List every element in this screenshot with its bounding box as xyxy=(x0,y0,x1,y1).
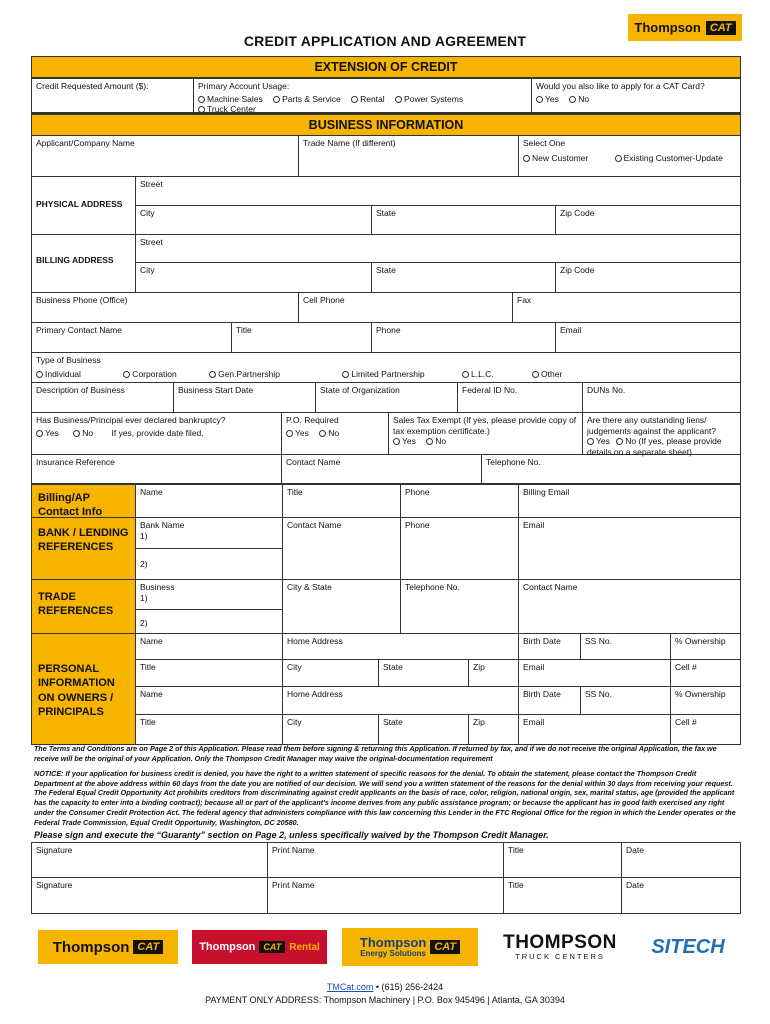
owner1-cell-field[interactable] xyxy=(671,660,740,687)
bank-name-1-field[interactable] xyxy=(136,518,283,549)
insurance-ref-field[interactable] xyxy=(32,455,282,484)
duns-field[interactable] xyxy=(583,383,740,413)
owner1-state-field[interactable] xyxy=(379,660,469,687)
title-label: Title xyxy=(140,662,156,672)
date-1-field[interactable] xyxy=(622,843,740,878)
tax-yes[interactable] xyxy=(393,436,416,447)
radio-icon xyxy=(123,371,130,378)
zip-label: Zip Code xyxy=(560,265,595,275)
opt-label: No (If yes, please provide details on a separate sheet) xyxy=(587,436,722,457)
cat-logo: CAT xyxy=(133,940,163,954)
city-label: City xyxy=(287,717,302,727)
type-of-business-label: Type of Business xyxy=(36,355,101,365)
cat-logo: CAT xyxy=(430,940,460,954)
logo-text: Rental xyxy=(289,941,320,953)
owner2-cell-field[interactable] xyxy=(671,715,740,744)
new-customer-radio[interactable] xyxy=(523,153,588,164)
ss-label: SS No. xyxy=(585,689,612,699)
date-label: Date xyxy=(626,845,644,855)
opt-label: Truck Center xyxy=(207,104,256,115)
contact-name-label: Contact Name xyxy=(286,457,341,467)
type-of-business-field xyxy=(32,353,740,383)
logo-text: TRUCK CENTERS xyxy=(515,952,605,961)
primary-contact-label: Primary Contact Name xyxy=(36,325,122,335)
logo-text: THOMPSON xyxy=(503,932,617,953)
opt-label: Yes xyxy=(45,427,59,438)
cat-card-field xyxy=(532,79,740,113)
radio-icon xyxy=(36,371,43,378)
title-label: Title xyxy=(236,325,252,335)
logo-text: Thompson xyxy=(199,941,256,953)
physical-state-field[interactable] xyxy=(372,206,556,235)
existing-customer-radio[interactable] xyxy=(615,153,723,164)
federal-id-label: Federal ID No. xyxy=(462,385,518,395)
opt-label: Existing Customer-Update xyxy=(623,152,723,163)
home-address-label: Home Address xyxy=(287,636,343,646)
owner2-title-field[interactable] xyxy=(136,715,283,744)
name-label: Name xyxy=(140,689,163,699)
cat-logo: CAT xyxy=(706,21,736,35)
print-name-label: Print Name xyxy=(272,880,315,890)
bank-label: BANK / LENDING REFERENCES xyxy=(32,518,136,580)
start-date-label: Business Start Date xyxy=(178,385,254,395)
radio-icon xyxy=(615,155,622,162)
usage-parts-service[interactable] xyxy=(273,94,341,105)
ref-number: 1) xyxy=(140,530,148,541)
state-org-field[interactable] xyxy=(316,383,458,413)
bank-email-field[interactable] xyxy=(519,518,740,580)
billing-ap-title-field[interactable] xyxy=(283,485,401,518)
physical-city-field[interactable] xyxy=(136,206,372,235)
opt-label: Yes xyxy=(545,93,559,104)
bankruptcy-date-label: If yes, provide date filed. xyxy=(111,427,204,438)
signature-1-field[interactable] xyxy=(32,843,268,878)
cat-logo: CAT xyxy=(259,941,285,953)
opt-label: Yes xyxy=(295,427,309,438)
radio-icon xyxy=(569,96,576,103)
terms-text: The Terms and Conditions are on Page 2 of this Application. Please read them before signing & returning this Application. If returned by fax, and if we do not receive the original Application, the fax we receive will be the original of your Application. Only the Thompson Credit Manager may waive the original-documentation requirement xyxy=(34,744,717,763)
telephone-label: Telephone No. xyxy=(405,582,460,592)
home-address-label: Home Address xyxy=(287,689,343,699)
physical-street-field[interactable] xyxy=(136,177,740,206)
liens-yes[interactable] xyxy=(587,436,610,447)
insurance-phone-field[interactable] xyxy=(482,455,740,484)
bankruptcy-no[interactable] xyxy=(73,428,93,439)
phone-label: Phone xyxy=(376,325,401,335)
signature-label: Signature xyxy=(36,845,73,855)
references-section xyxy=(31,485,741,745)
email-label: Email xyxy=(523,717,545,727)
po-no[interactable] xyxy=(319,428,339,439)
radio-icon xyxy=(273,96,280,103)
email-label: Email xyxy=(523,662,545,672)
owner2-city-field[interactable] xyxy=(283,715,379,744)
bank-name-label: Bank Name xyxy=(140,520,185,530)
type-limited-partnership[interactable] xyxy=(342,369,424,380)
name-label: Name xyxy=(140,636,163,646)
title-label: Title xyxy=(287,487,303,497)
owner1-title-field[interactable] xyxy=(136,660,283,687)
opt-label: No xyxy=(82,427,94,438)
owner2-zip-field[interactable] xyxy=(469,715,519,744)
opt-label: Power Systems xyxy=(404,93,464,104)
radio-icon xyxy=(532,371,539,378)
opt-label: Yes xyxy=(402,436,416,447)
telephone-label: Telephone No. xyxy=(486,457,541,467)
birth-date-label: Birth Date xyxy=(523,636,561,646)
name-label: Name xyxy=(140,487,163,497)
radio-icon xyxy=(36,430,43,437)
owner1-birth-field[interactable] xyxy=(519,634,581,660)
fax-label: Fax xyxy=(517,295,532,305)
radio-icon xyxy=(393,438,400,445)
state-label: State xyxy=(383,717,403,727)
guaranty-note: Please sign and execute the “Guaranty” section on Page 2, unless specifically waived by the Thompson Credit Manager. xyxy=(34,830,549,840)
radio-icon xyxy=(73,430,80,437)
logo-text: Thompson xyxy=(634,20,701,35)
signature-2-field[interactable] xyxy=(32,878,268,913)
credit-requested-label: Credit Requested Amount ($): xyxy=(36,81,149,91)
print-name-label: Print Name xyxy=(272,845,315,855)
bankruptcy-yes[interactable] xyxy=(36,428,59,439)
notice-text: NOTICE: If your application for business credit is denied, you have the right to a written statement of specific reasons for the denial. To obtain the statement, please contact the Thompson Credit Department at the above address within 60 days from the date you are notified of our decision. We will send you a written statement of the reasons for the denial within 30 days from receiving your request. The Federal Equal Credit Opportunity Act prohibits creditors from discriminating against credit applicants on the basis of race, color, religion, national origin, sex, marital status, age (provided the applicant has the capacity to enter into a binding contract); because all or part of the applicant's income derives from any public assistance program; or because the applicant has in good faith exercised any right under the Consumer Credit Protection Act. The federal agency that administers compliance with this law concerning this Lender in the FTC Regional Office for the region in which the Lender operates or the Federal Trade Commission, Equal Credit Opportunity, Washington, DC 20580. xyxy=(34,769,736,827)
ownership-label: % Ownership xyxy=(675,636,726,646)
billing-ap-phone-field[interactable] xyxy=(401,485,519,518)
logo-text: SITECH xyxy=(651,935,725,958)
billing-email-label: Billing Email xyxy=(523,487,570,497)
opt-label: Rental xyxy=(360,93,385,104)
type-corporation[interactable] xyxy=(123,369,176,380)
logo-text: Energy Solutions xyxy=(360,948,426,958)
website-link[interactable]: TMCat.com xyxy=(326,982,374,992)
owner1-zip-field[interactable] xyxy=(469,660,519,687)
cat-card-yes[interactable] xyxy=(536,94,559,105)
bank-contact-field[interactable] xyxy=(283,518,401,580)
email-label: Email xyxy=(523,520,545,530)
radio-icon xyxy=(342,371,349,378)
street-label: Street xyxy=(140,237,163,247)
radio-icon xyxy=(198,106,205,113)
contact-email-field[interactable] xyxy=(556,323,740,353)
city-label: City xyxy=(140,265,155,275)
phone-label: Phone xyxy=(405,487,430,497)
radio-icon xyxy=(462,371,469,378)
owner2-ownership-field[interactable] xyxy=(671,687,740,715)
credit-requested-field[interactable] xyxy=(32,79,194,113)
owner2-birth-field[interactable] xyxy=(519,687,581,715)
bank-phone-field[interactable] xyxy=(401,518,519,580)
contact-phone-field[interactable] xyxy=(372,323,556,353)
billing-state-field[interactable] xyxy=(372,263,556,293)
city-label: City xyxy=(287,662,302,672)
fax-field[interactable] xyxy=(513,293,740,323)
logo-text: Thompson xyxy=(359,934,427,950)
type-gen-partnership[interactable] xyxy=(209,369,280,380)
print-name-1-field[interactable] xyxy=(268,843,504,878)
city-label: City xyxy=(140,208,155,218)
bankruptcy-field xyxy=(32,413,282,455)
physical-address-label: PHYSICAL ADDRESS xyxy=(32,177,136,235)
billing-ap-label: Billing/AP Contact Info xyxy=(32,485,136,518)
business-phone-label: Business Phone (Office) xyxy=(36,295,128,305)
radio-icon xyxy=(198,96,205,103)
contact-name-label: Contact Name xyxy=(287,520,342,530)
sitech-logo xyxy=(642,930,734,964)
opt-label: No xyxy=(328,427,340,438)
opt-label: Individual xyxy=(45,368,81,379)
contact-title-field[interactable] xyxy=(232,323,372,353)
primary-contact-field[interactable] xyxy=(32,323,232,353)
trade-city-state-field[interactable] xyxy=(283,580,401,634)
owner2-name-field[interactable] xyxy=(136,687,283,715)
title-2-field[interactable] xyxy=(504,878,622,913)
select-one-label: Select One xyxy=(523,138,566,148)
applicant-label: Applicant/Company Name xyxy=(36,138,135,148)
owner1-email-field[interactable] xyxy=(519,660,671,687)
logo-text: Thompson xyxy=(52,938,130,956)
cell-phone-label: Cell Phone xyxy=(303,295,345,305)
state-org-label: State of Organization xyxy=(320,385,400,395)
opt-label: Parts & Service xyxy=(282,93,341,104)
footer-phone: • (615) 256-2424 xyxy=(373,982,444,992)
extension-header: EXTENSION OF CREDIT xyxy=(31,56,741,78)
contact-name-label: Contact Name xyxy=(523,582,578,592)
opt-label: Limited Partnership xyxy=(351,368,425,379)
city-state-label: City & State xyxy=(287,582,332,592)
trade-name-field[interactable] xyxy=(299,136,519,177)
thompson-cat-logo xyxy=(628,14,742,41)
bank-name-2-field[interactable] xyxy=(136,549,283,580)
phone-label: Phone xyxy=(405,520,430,530)
business-section xyxy=(31,136,741,485)
page-title: CREDIT APPLICATION AND AGREEMENT xyxy=(243,33,527,49)
applicant-name-field[interactable] xyxy=(32,136,299,177)
radio-icon xyxy=(523,155,530,162)
thompson-cat-logo xyxy=(38,930,178,964)
radio-icon xyxy=(587,438,594,445)
thompson-truck-centers-logo xyxy=(490,930,630,964)
opt-label: Corporation xyxy=(132,368,177,379)
date-label: Date xyxy=(626,880,644,890)
footer-contact xyxy=(0,982,770,992)
physical-zip-field[interactable] xyxy=(556,206,740,235)
state-label: State xyxy=(376,265,396,275)
radio-icon xyxy=(616,438,623,445)
opt-label: Gen.Partnership xyxy=(218,368,280,379)
description-field[interactable] xyxy=(32,383,174,413)
trade-business-2-field[interactable] xyxy=(136,610,283,634)
usage-machine-sales[interactable] xyxy=(198,94,263,105)
usage-label: Primary Account Usage: xyxy=(198,81,290,91)
billing-zip-field[interactable] xyxy=(556,263,740,293)
ref-number: 2) xyxy=(140,559,148,569)
title-label: Title xyxy=(508,880,524,890)
type-individual[interactable] xyxy=(36,369,81,380)
owner1-name-field[interactable] xyxy=(136,634,283,660)
opt-label: Machine Sales xyxy=(207,93,263,104)
sales-tax-label: Sales Tax Exempt (If yes, please provide copy of tax exemption certificate.) xyxy=(393,415,577,436)
trade-telephone-field[interactable] xyxy=(401,580,519,634)
usage-power-systems[interactable] xyxy=(395,94,463,105)
opt-label: L.L.C. xyxy=(470,368,494,379)
title-label: Title xyxy=(508,845,524,855)
owner1-address-field[interactable] xyxy=(283,634,519,660)
trade-contact-field[interactable] xyxy=(519,580,740,634)
owner1-ownership-field[interactable] xyxy=(671,634,740,660)
po-yes[interactable] xyxy=(286,428,309,439)
opt-label: New Customer xyxy=(532,152,589,163)
extension-section xyxy=(31,78,741,114)
signature-label: Signature xyxy=(36,880,73,890)
select-one-field xyxy=(519,136,740,177)
insurance-ref-label: Insurance Reference xyxy=(36,457,115,467)
owner2-email-field[interactable] xyxy=(519,715,671,744)
usage-rental[interactable] xyxy=(351,94,385,105)
title-1-field[interactable] xyxy=(504,843,622,878)
brand-logos xyxy=(34,928,734,968)
signature-section xyxy=(31,842,741,914)
cell-phone-field[interactable] xyxy=(299,293,513,323)
ref-number: 2) xyxy=(140,618,148,628)
billing-address-label: BILLING ADDRESS xyxy=(32,235,136,293)
radio-icon xyxy=(286,430,293,437)
owner1-city-field[interactable] xyxy=(283,660,379,687)
liens-question: Are there any outstanding liens/ judgements against the applicant? xyxy=(587,415,717,436)
billing-street-field[interactable] xyxy=(136,235,740,263)
zip-label: Zip xyxy=(473,717,485,727)
email-label: Email xyxy=(560,325,582,335)
account-usage-field xyxy=(194,79,532,113)
business-phone-field[interactable] xyxy=(32,293,299,323)
opt-label: Other xyxy=(541,368,563,379)
cat-card-no[interactable] xyxy=(569,94,589,105)
type-llc[interactable] xyxy=(462,369,494,380)
duns-label: DUNs No. xyxy=(587,385,626,395)
opt-label: No xyxy=(435,436,447,447)
business-header: BUSINESS INFORMATION xyxy=(31,114,741,136)
print-name-2-field[interactable] xyxy=(268,878,504,913)
trade-business-1-field[interactable] xyxy=(136,580,283,610)
thompson-rental-logo xyxy=(192,930,327,964)
business-label: Business xyxy=(140,582,175,592)
tax-no[interactable] xyxy=(426,436,446,447)
date-2-field[interactable] xyxy=(622,878,740,913)
zip-label: Zip Code xyxy=(560,208,595,218)
ownership-label: % Ownership xyxy=(675,689,726,699)
opt-label: Yes xyxy=(596,436,610,447)
thompson-energy-logo xyxy=(342,928,478,966)
cat-card-question: Would you also like to apply for a CAT Card? xyxy=(536,81,705,91)
liens-field xyxy=(583,413,740,455)
ref-number: 1) xyxy=(140,592,148,603)
title-label: Title xyxy=(140,717,156,727)
radio-icon xyxy=(395,96,402,103)
po-required-field xyxy=(282,413,389,455)
street-label: Street xyxy=(140,179,163,189)
po-required-label: P.O. Required xyxy=(286,415,339,425)
radio-icon xyxy=(319,430,326,437)
radio-icon xyxy=(209,371,216,378)
trade-name-label: Trade Name (If different) xyxy=(303,138,396,148)
footer-address: PAYMENT ONLY ADDRESS: Thompson Machinery | P.O. Box 945496 | Atlanta, GA 30394 xyxy=(205,995,565,1005)
radio-icon xyxy=(536,96,543,103)
bankruptcy-question: Has Business/Principal ever declared bankruptcy? xyxy=(36,415,226,425)
type-other[interactable] xyxy=(532,369,562,380)
personal-label: PERSONAL INFORMATION ON OWNERS / PRINCIPALS xyxy=(32,634,136,744)
radio-icon xyxy=(351,96,358,103)
description-label: Description of Business xyxy=(36,385,125,395)
state-label: State xyxy=(383,662,403,672)
state-label: State xyxy=(376,208,396,218)
sales-tax-field xyxy=(389,413,583,455)
radio-icon xyxy=(426,438,433,445)
birth-date-label: Birth Date xyxy=(523,689,561,699)
start-date-field[interactable] xyxy=(174,383,316,413)
ss-label: SS No. xyxy=(585,636,612,646)
trade-label: TRADE REFERENCES xyxy=(32,580,136,634)
zip-label: Zip xyxy=(473,662,485,672)
billing-city-field[interactable] xyxy=(136,263,372,293)
owner2-ss-field[interactable] xyxy=(581,687,671,715)
insurance-contact-field[interactable] xyxy=(282,455,482,484)
billing-ap-name-field[interactable] xyxy=(136,485,283,518)
cell-label: Cell # xyxy=(675,717,697,727)
billing-ap-email-field[interactable] xyxy=(519,485,740,518)
opt-label: No xyxy=(578,93,590,104)
owner2-address-field[interactable] xyxy=(283,687,519,715)
cell-label: Cell # xyxy=(675,662,697,672)
federal-id-field[interactable] xyxy=(458,383,583,413)
owner2-state-field[interactable] xyxy=(379,715,469,744)
owner1-ss-field[interactable] xyxy=(581,634,671,660)
